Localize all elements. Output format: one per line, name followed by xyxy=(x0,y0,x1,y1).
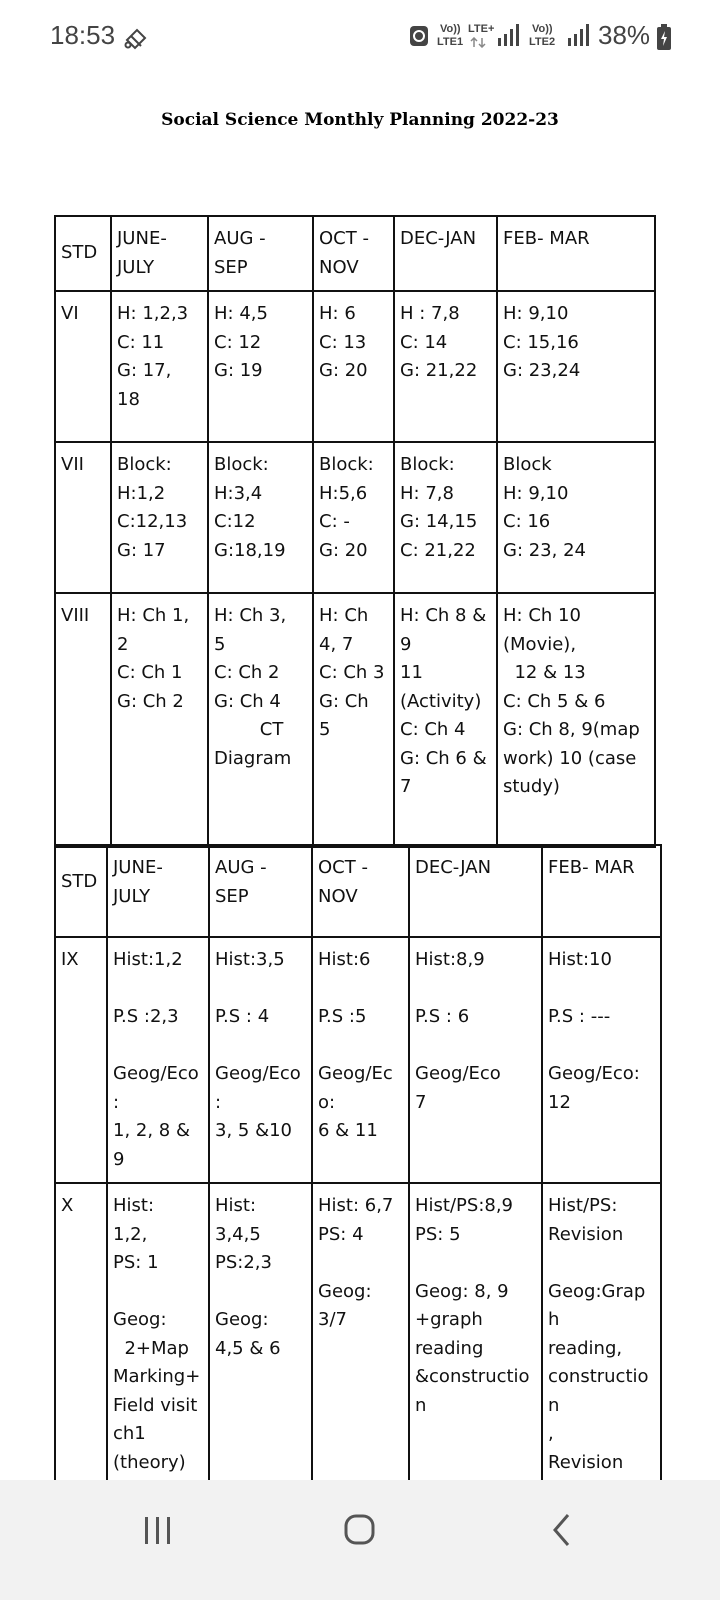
cell: Hist: 1,2, PS: 1 Geog: 2+Map Marking+ Field visit ch1 (theory) xyxy=(107,1183,209,1486)
cell: Block: H:5,6 C: - G: 20 xyxy=(313,442,394,593)
cell: Hist:3,5 P.S : 4 Geog/Eco: 3, 5 &10 xyxy=(209,937,312,1183)
table-row xyxy=(55,593,655,847)
signal2-icon xyxy=(567,24,589,46)
cell: Block: H: 7,8 G: 14,15 C: 21,22 xyxy=(394,442,497,593)
cell-std: VIII xyxy=(55,593,111,847)
battery-charging-icon xyxy=(657,24,671,50)
cell: H: 9,10 C: 15,16 G: 23,24 xyxy=(497,291,655,442)
table-row xyxy=(55,442,655,593)
header-feb-mar: FEB- MAR xyxy=(542,845,661,937)
cell: H: Ch 4, 7 C: Ch 3 G: Ch 5 xyxy=(313,593,394,847)
cell-std: X xyxy=(55,1183,107,1486)
cell: H: Ch 3, 5 C: Ch 2 G: Ch 4 CT Diagram xyxy=(208,593,313,847)
cell: Hist:6 P.S :5 Geog/Eco: 6 & 11 xyxy=(312,937,409,1183)
header-dec-jan: DEC-JAN xyxy=(409,845,542,937)
cell: Hist:1,2 P.S :2,3 Geog/Eco: 1, 2, 8 & 9 xyxy=(107,937,209,1183)
cell: H: Ch 10 (Movie), 12 & 13 C: Ch 5 & 6 G: Ch 8, 9(map work) 10 (case study) xyxy=(497,593,655,847)
cell: Hist/PS:8,9 PS: 5 Geog: 8, 9 +graph reading &construction xyxy=(409,1183,542,1486)
document-title: Social Science Monthly Planning 2022-23 xyxy=(161,110,559,130)
cell: H: 1,2,3 C: 11 G: 17, 18 xyxy=(111,291,208,442)
signal1-icon xyxy=(497,24,519,46)
cell: H: Ch 8 & 9 11 (Activity) C: Ch 4 G: Ch 6 & 7 xyxy=(394,593,497,847)
notification-icon xyxy=(122,24,150,50)
cell: H : 7,8 C: 14 G: 21,22 xyxy=(394,291,497,442)
header-oct-nov: OCT - NOV xyxy=(312,845,409,937)
header-dec-jan: DEC-JAN xyxy=(394,216,497,291)
home-icon xyxy=(330,1505,390,1555)
cell: Hist: 3,4,5 PS:2,3 Geog: 4,5 & 6 xyxy=(209,1183,312,1486)
table-row xyxy=(55,291,655,442)
sync-icon xyxy=(408,24,430,48)
home-button[interactable] xyxy=(330,1505,390,1555)
table-header-row xyxy=(55,216,655,291)
cell: Hist/PS: Revision Geog:Graph reading, construction , Revision xyxy=(542,1183,661,1486)
table-row xyxy=(55,1183,661,1486)
data-arrows-icon xyxy=(470,37,486,48)
header-oct-nov: OCT - NOV xyxy=(313,216,394,291)
cell: H: 4,5 C: 12 G: 19 xyxy=(208,291,313,442)
cell: Block H: 9,10 C: 16 G: 23, 24 xyxy=(497,442,655,593)
lte1-label: LTE1 xyxy=(437,36,464,48)
battery-percent: 38% xyxy=(598,20,651,50)
header-aug-sep: AUG - SEP xyxy=(209,845,312,937)
status-bar xyxy=(0,0,720,72)
lte2-label: LTE2 xyxy=(529,36,556,48)
planning-table-middle xyxy=(54,215,656,848)
cell-std: VII xyxy=(55,442,111,593)
cell-std: VI xyxy=(55,291,111,442)
cell: Hist:8,9 P.S : 6 Geog/Eco 7 xyxy=(409,937,542,1183)
back-button[interactable] xyxy=(532,1505,592,1555)
volte2-label: Vo)) xyxy=(532,23,553,35)
cell: Block: H:1,2 C:12,13 G: 17 xyxy=(111,442,208,593)
header-std: STD xyxy=(55,216,111,291)
table-row xyxy=(55,937,661,1183)
volte1-label: Vo)) xyxy=(440,23,461,35)
header-std: STD xyxy=(55,845,107,937)
header-feb-mar: FEB- MAR xyxy=(497,216,655,291)
cell: H: 6 C: 13 G: 20 xyxy=(313,291,394,442)
recents-button[interactable] xyxy=(128,1505,188,1555)
back-icon xyxy=(532,1505,592,1555)
cell: Hist: 6,7 PS: 4 Geog: 3/7 xyxy=(312,1183,409,1486)
header-jun-jul: JUNE- JULY xyxy=(107,845,209,937)
lteplus-label: LTE+ xyxy=(468,23,495,35)
planning-table-secondary xyxy=(54,844,662,1487)
cell: H: Ch 1, 2 C: Ch 1 G: Ch 2 xyxy=(111,593,208,847)
header-jun-jul: JUNE- JULY xyxy=(111,216,208,291)
cell-std: IX xyxy=(55,937,107,1183)
cell: Hist:10 P.S : --- Geog/Eco: 12 xyxy=(542,937,661,1183)
cell: Block: H:3,4 C:12 G:18,19 xyxy=(208,442,313,593)
header-aug-sep: AUG - SEP xyxy=(208,216,313,291)
recents-icon xyxy=(128,1505,188,1555)
table-header-row xyxy=(55,845,661,937)
status-time: 18:53 xyxy=(50,20,116,50)
